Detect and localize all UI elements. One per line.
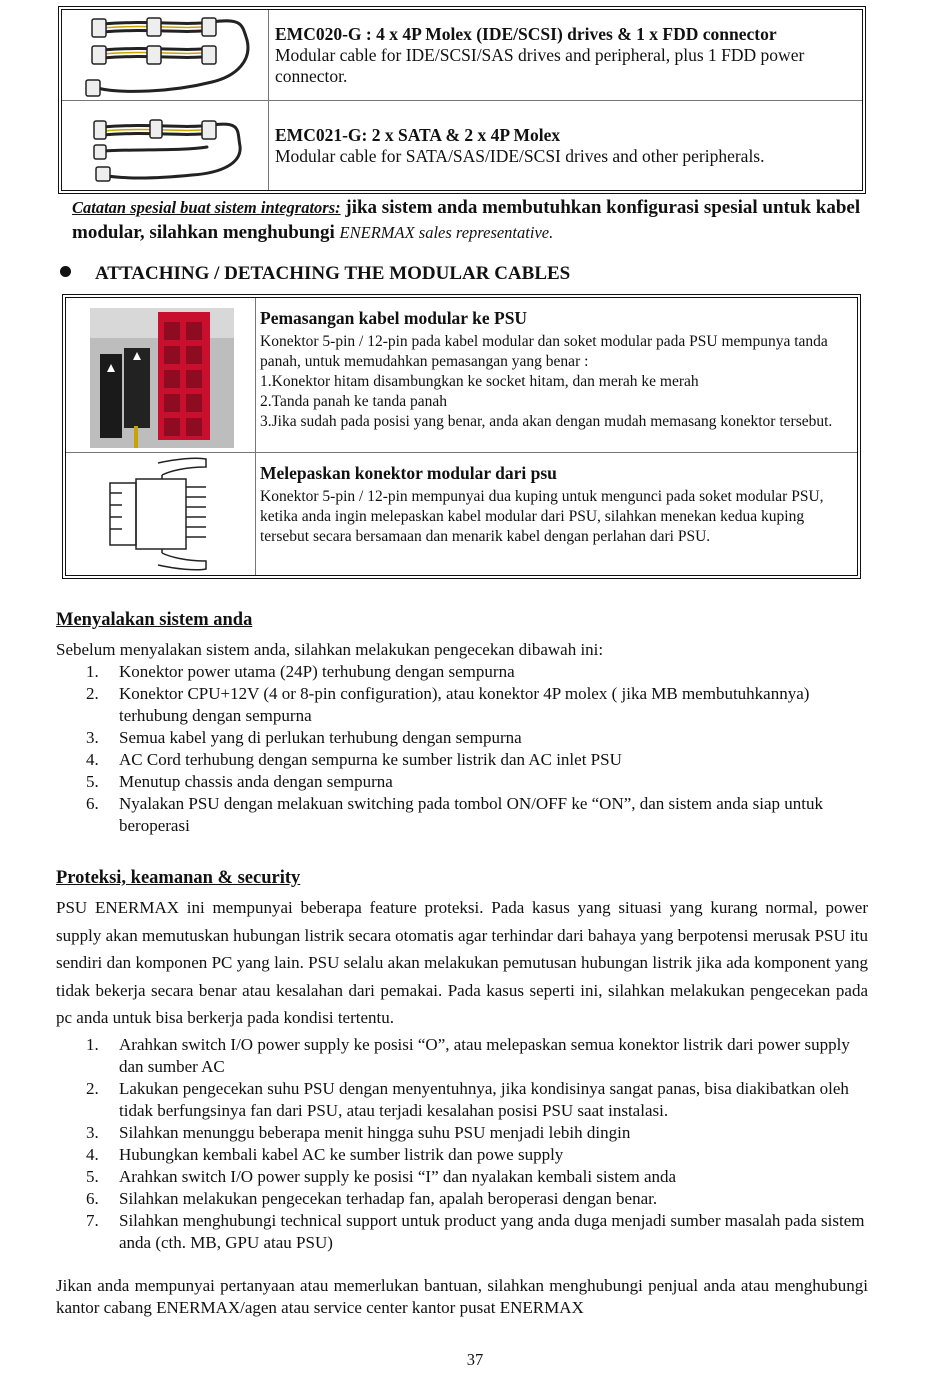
attach-line: 2.Tanda panah ke tanda panah bbox=[260, 393, 447, 410]
cable-title: EMC020-G : 4 x 4P Molex (IDE/SCSI) drives & 1 x FDD connector bbox=[275, 24, 777, 44]
attach-heading-text: ATTACHING / DETACHING THE MODULAR CABLES bbox=[95, 263, 571, 284]
cable-table bbox=[58, 6, 866, 194]
list-item: 6. Silahkan melakukan pengecekan terhadap fan, apalah beroperasi dengan benar. bbox=[86, 1189, 658, 1208]
list-item: 3. Silahkan menunggu beberapa menit hingga suhu PSU menjadi lebih dingin bbox=[86, 1123, 631, 1142]
startup-intro: Sebelum menyalakan sistem anda, silahkan melakukan pengecekan dibawah ini: bbox=[56, 640, 604, 659]
note-lead: Catatan spesial buat sistem integrators: bbox=[72, 198, 341, 217]
closing-paragraph: Jikan anda mempunyai pertanyaan atau memerlukan bantuan, silahkan menghubungi penjual anda atau menghubungi kantor cabang ENERMAX/agen atau service center kantor pusat ENERMAX bbox=[56, 1276, 868, 1317]
integrator-note bbox=[72, 195, 862, 245]
cable-row bbox=[62, 101, 862, 190]
attach-heading bbox=[60, 263, 570, 285]
list-item: 1. Konektor power utama (24P) terhubung dengan sempurna bbox=[86, 662, 515, 681]
page-number: 37 bbox=[466, 1350, 484, 1369]
list-item: 4. Hubungkan kembali kabel AC ke sumber listrik dan powe supply bbox=[86, 1145, 564, 1164]
startup-title: Menyalakan sistem anda bbox=[56, 610, 253, 630]
connector-clip-image bbox=[66, 453, 256, 575]
note-tail: ENERMAX sales representative. bbox=[339, 223, 554, 242]
list-item: 1. Arahkan switch I/O power supply ke posisi “O”, atau melepaskan semua konektor listrik dari power supply dan sumber AC bbox=[86, 1035, 850, 1076]
attach-line: 3.Jika sudah pada posisi yang benar, anda akan dengan mudah memasang konektor tersebut. bbox=[260, 413, 833, 430]
protection-list bbox=[56, 1034, 868, 1254]
attach-description bbox=[260, 306, 849, 432]
cable-desc: Modular cable for SATA/SAS/IDE/SCSI drives and other peripherals. bbox=[275, 146, 765, 166]
cable-image bbox=[62, 10, 269, 100]
cable-row bbox=[62, 10, 862, 101]
cable-desc: Modular cable for IDE/SCSI/SAS drives and peripheral, plus 1 FDD power connector. bbox=[275, 45, 805, 86]
attach-title: Pemasangan kabel modular ke PSU bbox=[260, 308, 528, 328]
cable-image bbox=[62, 101, 269, 190]
cable-description bbox=[275, 125, 854, 167]
list-item: 7. Silahkan menghubungi technical support untuk product yang anda duga menjadi sumber masalah pada sistem anda (cth. MB, GPU atau PSU) bbox=[86, 1211, 865, 1252]
attach-row bbox=[66, 298, 857, 453]
list-item: 6. Nyalakan PSU dengan melakuan switching pada tombol ON/OFF ke “ON”, dan sistem anda siap untuk beroperasi bbox=[86, 794, 823, 835]
list-item: 3. Semua kabel yang di perlukan terhubung dengan sempurna bbox=[86, 728, 522, 747]
list-item: 4. AC Cord terhubung dengan sempurna ke sumber listrik dan AC inlet PSU bbox=[86, 750, 622, 769]
attach-row bbox=[66, 453, 857, 575]
attach-line: Konektor 5-pin / 12-pin pada kabel modular dan soket modular pada PSU mempunya tanda panah, untuk memudahkan pemasangan yang benar : bbox=[260, 333, 828, 370]
detach-description bbox=[260, 461, 849, 547]
startup-list bbox=[56, 661, 868, 837]
detach-title: Melepaskan konektor modular dari psu bbox=[260, 463, 557, 483]
psu-socket-image bbox=[66, 298, 256, 452]
note-body: jika sistem anda membutuhkan konfigurasi spesial untuk kabel modular, silahkan menghubungi bbox=[72, 197, 861, 243]
list-item: 2. Lakukan pengecekan suhu PSU dengan menyentuhnya, jika kondisinya sangat panas, bisa diakibatkan oleh tidak berfungsinya fan dari PSU, atau terjadi kesalahan posisi PSU saat instalasi. bbox=[86, 1079, 849, 1120]
list-item: 2. Konektor CPU+12V (4 or 8-pin configuration), atau konektor 4P molex ( jika MB membutuhkannya) terhubung dengan sempurna bbox=[86, 684, 810, 725]
attach-table bbox=[62, 294, 861, 579]
cable-title: EMC021-G: 2 x SATA & 2 x 4P Molex bbox=[275, 125, 561, 145]
cable-description bbox=[275, 24, 854, 87]
protection-title: Proteksi, keamanan & security bbox=[56, 868, 301, 888]
protection-intro: PSU ENERMAX ini mempunyai beberapa feature proteksi. Pada kasus yang situasi yang kurang normal, power supply akan memutuskan hubungan listrik secara otomatis agar terhindar dari bahaya yang berpotensi merusak PSU itu sendiri dan komponen PC yang lain. PSU selalu akan melakukan pemutusan hubungan listrik jika ada komponent yang tidak bekerja secara benar atau kesalahan dari pemakai. Pada kasus seperti ini, silahkan melakukan pengecekan pada pc anda untuk bisa berkerja pada kondisi tertentu. bbox=[56, 898, 868, 1027]
list-item: 5. Arahkan switch I/O power supply ke posisi “I” dan nyalakan kembali sistem anda bbox=[86, 1167, 677, 1186]
list-item: 5. Menutup chassis anda dengan sempurna bbox=[86, 772, 393, 791]
detach-line: Konektor 5-pin / 12-pin mempunyai dua kuping untuk mengunci pada soket modular PSU, ketika anda ingin melepaskan kabel modular dari PSU, silahkan menekan kedua kuping tersebut secara bersamaan dan menarik kabel dengan perlahan dari PSU. bbox=[260, 488, 824, 545]
attach-line: 1.Konektor hitam disambungkan ke socket hitam, dan merah ke merah bbox=[260, 373, 699, 390]
bullet-icon bbox=[60, 266, 71, 277]
